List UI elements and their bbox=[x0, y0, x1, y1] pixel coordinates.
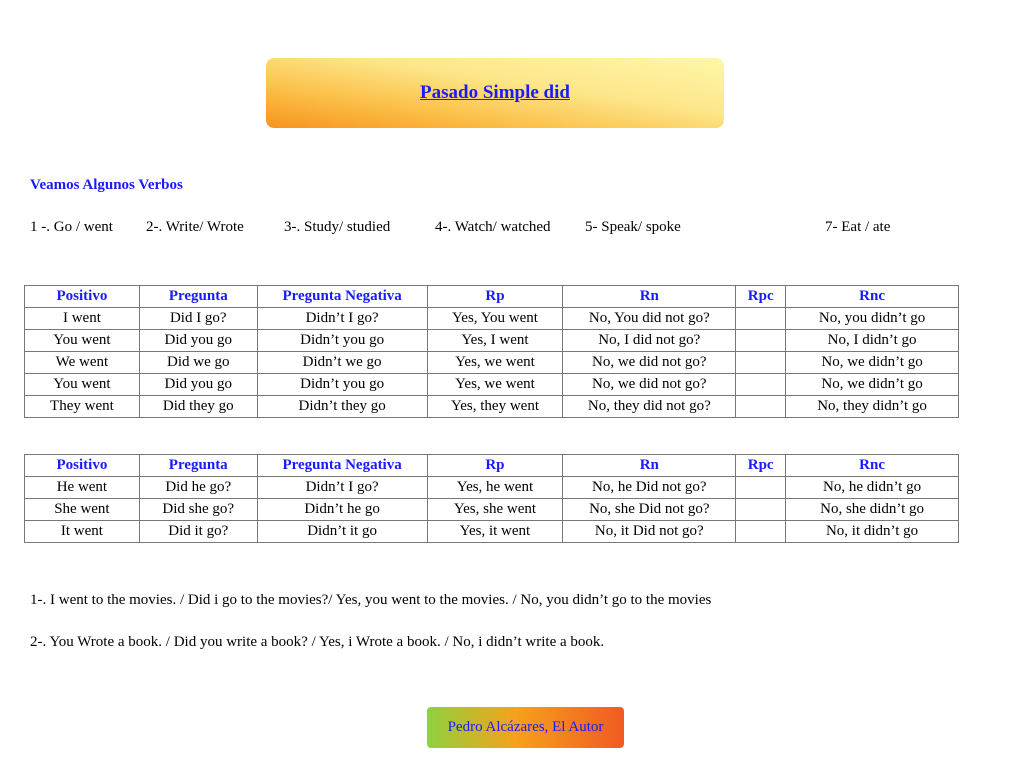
section-subheading: Veamos Algunos Verbos bbox=[30, 177, 183, 193]
table-cell: No, he didn’t go bbox=[786, 477, 959, 499]
verb-5: 5- Speak/ spoke bbox=[585, 219, 681, 235]
table-cell: Did you go bbox=[139, 374, 257, 396]
table-cell: No, we didn’t go bbox=[786, 374, 959, 396]
table-cell: It went bbox=[25, 521, 140, 543]
table-cell bbox=[736, 374, 786, 396]
table-cell: We went bbox=[25, 352, 140, 374]
table-cell: No, it Did not go? bbox=[563, 521, 736, 543]
header-pregunta-negativa: Pregunta Negativa bbox=[257, 286, 427, 308]
table-cell: Yes, You went bbox=[427, 308, 563, 330]
table-cell: Did we go bbox=[139, 352, 257, 374]
table-cell: No, You did not go? bbox=[563, 308, 736, 330]
table-row bbox=[25, 396, 959, 418]
header-rpc: Rpc bbox=[736, 286, 786, 308]
table-cell: No, we didn’t go bbox=[786, 352, 959, 374]
verb-4: 4-. Watch/ watched bbox=[435, 219, 551, 235]
table-cell: No, she Did not go? bbox=[563, 499, 736, 521]
table-cell: No, he Did not go? bbox=[563, 477, 736, 499]
title-link[interactable]: Pasado Simple did bbox=[420, 82, 570, 103]
table-cell: She went bbox=[25, 499, 140, 521]
table-cell bbox=[736, 396, 786, 418]
table-cell: No, they didn’t go bbox=[786, 396, 959, 418]
table-cell bbox=[736, 499, 786, 521]
table-cell: Yes, we went bbox=[427, 374, 563, 396]
conjugation-table-2 bbox=[24, 454, 959, 543]
table-cell: Yes, it went bbox=[427, 521, 563, 543]
table-cell: No, it didn’t go bbox=[786, 521, 959, 543]
table-cell: No, I didn’t go bbox=[786, 330, 959, 352]
table-cell: No, we did not go? bbox=[563, 352, 736, 374]
table-cell bbox=[736, 352, 786, 374]
table-cell: Yes, they went bbox=[427, 396, 563, 418]
table-cell: Didn’t you go bbox=[257, 330, 427, 352]
table-header-row bbox=[25, 455, 959, 477]
table-cell bbox=[736, 477, 786, 499]
table-cell: You went bbox=[25, 374, 140, 396]
verb-3: 3-. Study/ studied bbox=[284, 219, 391, 235]
table-row bbox=[25, 374, 959, 396]
table-row bbox=[25, 521, 959, 543]
header-positivo: Positivo bbox=[25, 286, 140, 308]
table-row bbox=[25, 477, 959, 499]
header-rpc: Rpc bbox=[736, 455, 786, 477]
conjugation-table-1 bbox=[24, 285, 959, 418]
table-row bbox=[25, 308, 959, 330]
header-pregunta: Pregunta bbox=[139, 455, 257, 477]
table-cell: Didn’t I go? bbox=[257, 308, 427, 330]
title-banner bbox=[266, 58, 724, 128]
header-rp: Rp bbox=[427, 455, 563, 477]
table-cell: Didn’t they go bbox=[257, 396, 427, 418]
table-cell: I went bbox=[25, 308, 140, 330]
table-cell: They went bbox=[25, 396, 140, 418]
table-cell: Didn’t you go bbox=[257, 374, 427, 396]
table-row bbox=[25, 499, 959, 521]
header-rnc: Rnc bbox=[786, 286, 959, 308]
table-cell: No, she didn’t go bbox=[786, 499, 959, 521]
verb-7: 7- Eat / ate bbox=[825, 219, 891, 235]
table-row bbox=[25, 330, 959, 352]
table-cell: Did they go bbox=[139, 396, 257, 418]
table-cell: Didn’t I go? bbox=[257, 477, 427, 499]
table-cell: You went bbox=[25, 330, 140, 352]
table-cell: Yes, I went bbox=[427, 330, 563, 352]
table-cell: Did you go bbox=[139, 330, 257, 352]
table-cell: No, they did not go? bbox=[563, 396, 736, 418]
table-cell: Yes, we went bbox=[427, 352, 563, 374]
table-header-row bbox=[25, 286, 959, 308]
table-cell: Did he go? bbox=[139, 477, 257, 499]
table-cell: Yes, she went bbox=[427, 499, 563, 521]
header-rnc: Rnc bbox=[786, 455, 959, 477]
table-cell: Did I go? bbox=[139, 308, 257, 330]
header-rn: Rn bbox=[563, 455, 736, 477]
table-cell bbox=[736, 521, 786, 543]
header-pregunta-negativa: Pregunta Negativa bbox=[257, 455, 427, 477]
table-cell: Did she go? bbox=[139, 499, 257, 521]
table-cell: Didn’t it go bbox=[257, 521, 427, 543]
verb-2: 2-. Write/ Wrote bbox=[146, 219, 244, 235]
table-cell: No, you didn’t go bbox=[786, 308, 959, 330]
header-rp: Rp bbox=[427, 286, 563, 308]
table-cell bbox=[736, 308, 786, 330]
table-row bbox=[25, 352, 959, 374]
table-cell: Did it go? bbox=[139, 521, 257, 543]
example-sentence-2: 2-. You Wrote a book. / Did you write a book? / Yes, i Wrote a book. / No, i didn’t write a book. bbox=[30, 634, 605, 650]
table-cell: No, we did not go? bbox=[563, 374, 736, 396]
table-cell: No, I did not go? bbox=[563, 330, 736, 352]
table-cell: Didn’t we go bbox=[257, 352, 427, 374]
table-cell: Yes, he went bbox=[427, 477, 563, 499]
table-cell: Didn’t he go bbox=[257, 499, 427, 521]
header-pregunta: Pregunta bbox=[139, 286, 257, 308]
author-banner bbox=[427, 707, 624, 748]
header-rn: Rn bbox=[563, 286, 736, 308]
header-positivo: Positivo bbox=[25, 455, 140, 477]
table-cell bbox=[736, 330, 786, 352]
example-sentence-1: 1-. I went to the movies. / Did i go to the movies?/ Yes, you went to the movies. / No, you didn’t go to the movies bbox=[30, 592, 712, 608]
author-name: Pedro Alcázares, El Autor bbox=[447, 719, 604, 735]
verb-1: 1 -. Go / went bbox=[30, 219, 113, 235]
table-cell: He went bbox=[25, 477, 140, 499]
